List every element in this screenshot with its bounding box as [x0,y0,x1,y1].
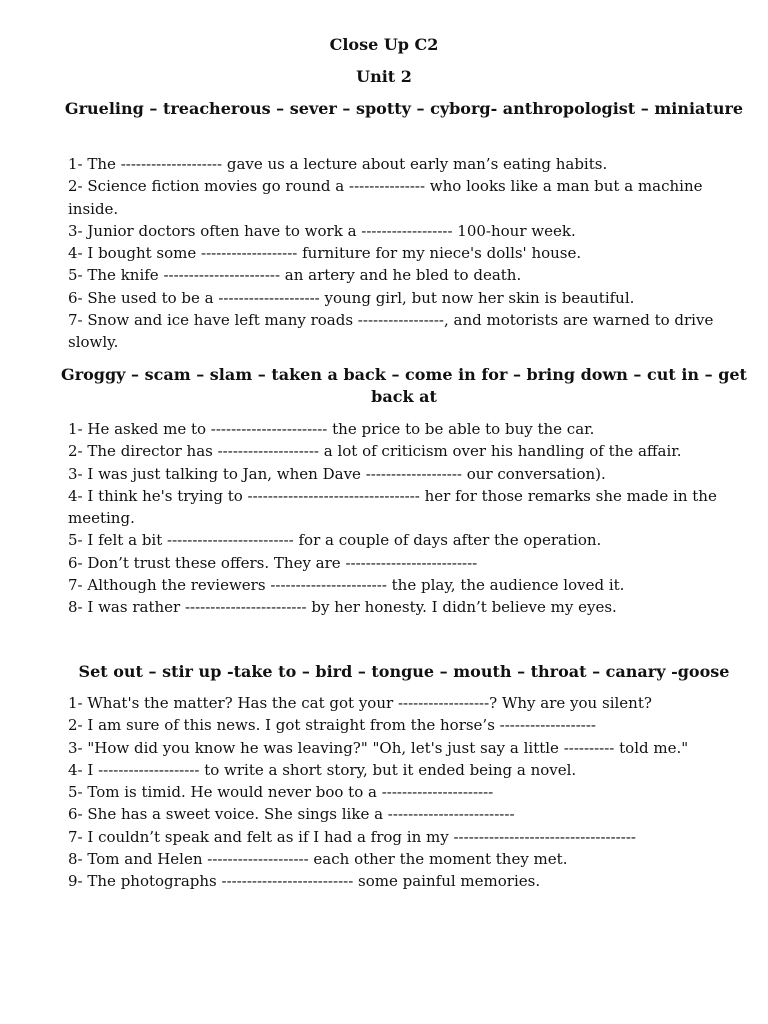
word-bank-2: Groggy – scam – slam – taken a back – come in for – bring down – cut in – get back at [61,365,747,406]
item-text: The knife ----------------------- an artery and he bled to death. [87,266,522,285]
item-number: 2- [68,442,88,461]
exercise-item [68,175,740,220]
item-number: 4- [68,486,88,505]
exercise-item [68,440,740,462]
item-text: Snow and ice have left many roads -----------------, and motorists are warned to drive slowly. [68,311,714,352]
item-number: 8- [68,850,88,869]
exercise-item [68,692,740,714]
item-number: 1- [68,420,88,438]
word-bank-3: Set out – stir up -take to – bird – tongue – mouth – throat – canary -goose [78,662,730,681]
exercise-item [68,552,740,574]
exercise-item [68,287,740,309]
item-number: 7- [68,827,88,846]
item-text: She has a sweet voice. She sings like a ------------------------- [87,805,515,824]
item-number: 7- [68,576,88,595]
exercise-item [68,153,740,175]
item-text: I -------------------- to write a short story, but it ended being a novel. [87,760,577,779]
unit-title: Unit 2 [356,67,412,86]
item-text: I felt a bit ------------------------- for a couple of days after the operation. [87,531,602,550]
item-number: 6- [68,288,88,307]
item-number: 4- [68,760,88,779]
exercise-list-3 [68,692,740,893]
exercise-item [68,264,740,286]
exercise-item [68,574,740,596]
exercise-item [68,714,740,736]
item-text: I think he's trying to ---------------------------------- her for those remarks she made in the meeting. [68,486,717,528]
item-text: What's the matter? Has the cat got your ------------------? Why are you silent? [87,694,652,712]
item-text: I am sure of this news. I got straight from the horse’s ------------------- [87,716,596,735]
item-number: 6- [68,553,88,572]
item-text: The -------------------- gave us a lecture about early man’s eating habits. [87,155,608,173]
item-text: I was rather ------------------------ by her honesty. I didn’t believe my eyes. [87,598,617,617]
exercise-item [68,529,740,551]
exercise-item [68,309,740,354]
item-number: 5- [68,266,88,285]
exercise-item [68,737,740,759]
exercise-item [68,463,740,485]
item-text: Tom and Helen -------------------- each other the moment they met. [87,850,568,869]
item-text: He asked me to ----------------------- the price to be able to buy the car. [87,420,595,438]
item-number: 9- [68,872,88,891]
exercise-item [68,870,740,892]
item-text: Junior doctors often have to work a ------------------ 100-hour week. [87,221,576,240]
exercise-list-2 [68,418,740,619]
item-number: 4- [68,244,88,263]
exercise-item [68,418,740,440]
exercise-item [68,485,740,530]
item-number: 1- [68,155,88,173]
item-number: 1- [68,694,88,712]
item-number: 7- [68,311,88,330]
item-number: 8- [68,598,88,617]
exercise-item [68,826,740,848]
item-text: She used to be a -------------------- young girl, but now her skin is beautiful. [87,288,635,307]
item-text: I couldn’t speak and felt as if I had a frog in my ------------------------------------ [87,827,636,846]
item-text: Tom is timid. He would never boo to a ---------------------- [87,783,494,802]
exercise-item [68,848,740,870]
item-number: 5- [68,783,88,802]
exercise-item [68,759,740,781]
item-text: The photographs -------------------------- some painful memories. [87,872,541,891]
item-number: 2- [68,177,88,196]
item-text: Science fiction movies go round a --------------- who looks like a man but a machine inside. [68,177,703,218]
item-text: Although the reviewers ----------------------- the play, the audience loved it. [87,576,625,595]
word-bank-1: Grueling – treacherous – sever – spotty – cyborg- anthropologist – miniature [64,99,744,118]
item-text: Don’t trust these offers. They are -------------------------- [87,553,478,572]
exercise-item [68,242,740,264]
exercise-item [68,803,740,825]
item-text: The director has -------------------- a lot of criticism over his handling of the affair. [87,442,682,461]
item-text: "How did you know he was leaving?" "Oh, let's just say a little ---------- told me." [87,738,689,757]
item-text: I bought some ------------------- furniture for my niece's dolls' house. [87,244,582,263]
worksheet-title: Close Up C2 [329,35,439,54]
item-text: I was just talking to Jan, when Dave ------------------- our conversation). [87,464,606,483]
exercise-item [68,220,740,242]
item-number: 6- [68,805,88,824]
item-number: 3- [68,464,88,483]
item-number: 3- [68,738,88,757]
item-number: 3- [68,221,88,240]
item-number: 5- [68,531,88,550]
exercise-item [68,596,740,618]
item-number: 2- [68,716,88,735]
exercise-list-1 [68,153,740,354]
exercise-item [68,781,740,803]
